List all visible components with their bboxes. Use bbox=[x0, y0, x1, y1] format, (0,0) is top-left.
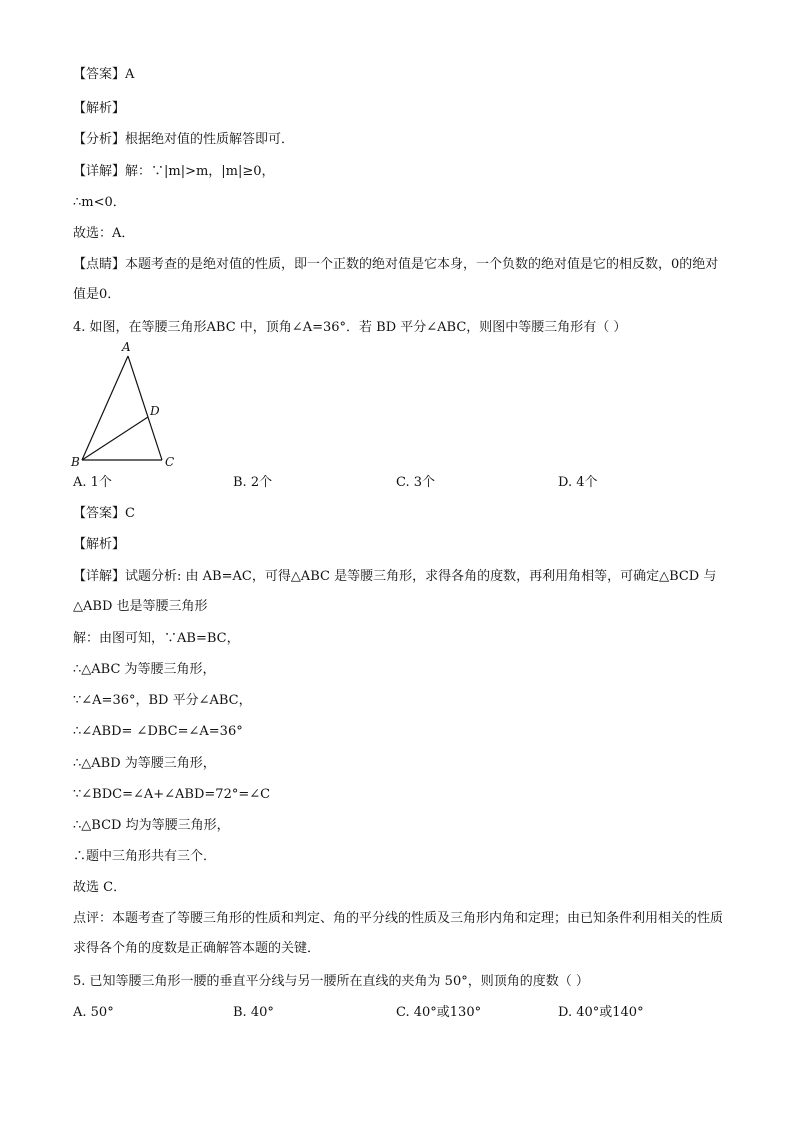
q3-comment: 【点睛】本题考查的是绝对值的性质，即一个正数的绝对值是它本身，一个负数的绝对值是它的相反数，0的绝对值是0． bbox=[73, 257, 719, 302]
q4-triangle-figure bbox=[68, 340, 198, 472]
q4-line: ∴△ABD 为等腰三角形， bbox=[73, 756, 216, 771]
label-a: A bbox=[122, 340, 131, 354]
q5-option-b: B. 40° bbox=[233, 1005, 274, 1020]
q4-choose: 故选 C． bbox=[73, 880, 127, 895]
q4-line: 解：由图可知，∵AB=BC， bbox=[73, 631, 240, 646]
q5-option-c: C. 40°或130° bbox=[396, 1005, 482, 1020]
label-c: C bbox=[165, 455, 175, 469]
q3-analysis: 【分析】根据绝对值的性质解答即可． bbox=[73, 132, 295, 147]
label-b: B bbox=[71, 455, 80, 469]
q4-option-c: C. 3个 bbox=[396, 475, 436, 490]
q5-option-a: A. 50° bbox=[73, 1005, 114, 1020]
q4-line: ∴△ABC 为等腰三角形， bbox=[73, 662, 216, 677]
q3-choose: 故选：A． bbox=[73, 226, 135, 241]
q4-line: ∵∠BDC=∠A+∠ABD=72°=∠C bbox=[73, 787, 271, 802]
q4-analysis-title: 【解析】 bbox=[73, 537, 126, 552]
q4-line: ∴△BCD 均为等腰三角形， bbox=[73, 818, 230, 833]
q4-option-a: A. 1个 bbox=[73, 475, 112, 490]
q4-answer: 【答案】C bbox=[73, 506, 135, 521]
q4-line: ∴∠ABD= ∠DBC=∠A=36° bbox=[73, 724, 243, 739]
q4-option-d: D. 4个 bbox=[558, 475, 598, 490]
q4-comment: 点评：本题考查了等腰三角形的性质和判定、角的平分线的性质及三角形内角和定理；由已知条件利用相关的性质求得各个角的度数是正确解答本题的关键． bbox=[73, 911, 724, 956]
q3-step1: ∴m<0． bbox=[73, 195, 126, 210]
q3-detail: 【详解】解：∵|m|>m，|m|≥0， bbox=[73, 164, 275, 179]
q4-line: ∵∠A=36°，BD 平分∠ABC， bbox=[73, 693, 252, 708]
q4-detail: 【详解】试题分析: 由 AB=AC，可得△ABC 是等腰三角形，求得各角的度数，再利用角相等，可确定△BCD 与△ABD 也是等腰三角形 bbox=[73, 569, 717, 614]
q5-option-d: D. 40°或140° bbox=[558, 1005, 644, 1020]
q3-analysis-title: 【解析】 bbox=[73, 101, 126, 116]
label-d: D bbox=[150, 404, 160, 418]
q4-option-b: B. 2个 bbox=[233, 475, 273, 490]
q4-question: 4. 如图，在等腰三角形ABC 中，顶角∠A=36°．若 BD 平分∠ABC，则图中等腰三角形有（ ） bbox=[73, 320, 627, 335]
q3-answer: 【答案】A bbox=[73, 67, 135, 82]
q5-question: 5. 已知等腰三角形一腰的垂直平分线与另一腰所在直线的夹角为 50°，则顶角的度数（ ） bbox=[73, 974, 589, 989]
q4-line: ∴题中三角形共有三个． bbox=[73, 849, 217, 864]
